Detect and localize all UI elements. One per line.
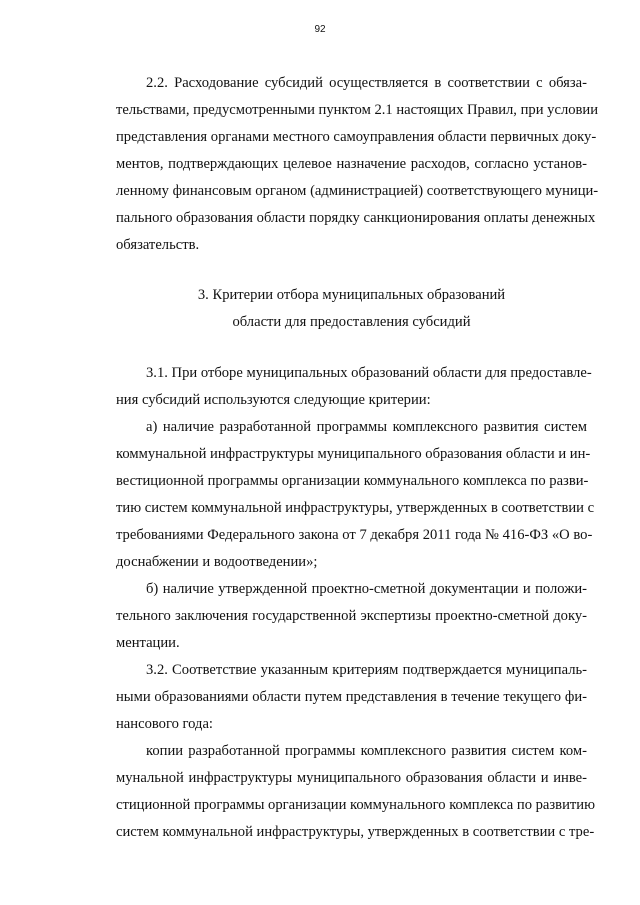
copies-paragraph-line: систем коммунальной инфраструктуры, утвержденных в соответствии с тре- <box>116 824 595 840</box>
section-2-2-line: ленному финансовым органом (администрацией) соответствующего муници- <box>116 183 599 199</box>
section-3-heading-line: области для предоставления субсидий <box>232 314 471 330</box>
criterion-b-line: б) наличие утвержденной проектно-сметной документации и положи- <box>146 581 587 597</box>
criterion-a-line: вестиционной программы организации коммунального комплекса по разви- <box>116 473 589 489</box>
section-2-2-line: пального образования области порядку санкционирования оплаты денежных <box>116 210 596 226</box>
criterion-a-line: требованиями Федерального закона от 7 декабря 2011 года № 416-ФЗ «О во- <box>116 527 593 543</box>
section-3-heading-line: 3. Критерии отбора муниципальных образований <box>197 287 506 303</box>
section-2-2-line: 2.2. Расходование субсидий осуществляется в соответствии с обяза- <box>146 75 587 91</box>
section-3-2-line: 3.2. Соответствие указанным критериям подтверждается муниципаль- <box>146 662 587 678</box>
criterion-a-line: коммунальной инфраструктуры муниципального образования области и ин- <box>116 446 591 462</box>
section-2-2-line: обязательств. <box>116 237 200 253</box>
page-number: 92 <box>314 24 326 35</box>
section-3-2-line: нансового года: <box>116 716 213 732</box>
copies-paragraph-line: стиционной программы организации коммунального комплекса по развитию <box>116 797 595 813</box>
section-2-2-line: тельствами, предусмотренными пунктом 2.1 настоящих Правил, при условии <box>116 102 599 118</box>
criterion-a-line: доснабжении и водоотведении»; <box>116 554 318 570</box>
criterion-a-line: тию систем коммунальной инфраструктуры, утвержденных в соответствии с <box>116 500 595 516</box>
copies-paragraph-line: копии разработанной программы комплексного развития систем ком- <box>146 743 587 759</box>
section-3-2-line: ными образованиями области путем представления в течение текущего фи- <box>116 689 587 705</box>
criterion-b-line: тельного заключения государственной экспертизы проектно-сметной доку- <box>116 608 587 624</box>
criterion-a-line: а) наличие разработанной программы комплексного развития систем <box>146 419 587 435</box>
section-2-2-line: ментов, подтверждающих целевое назначение расходов, согласно установ- <box>116 156 587 172</box>
criterion-b-line: ментации. <box>116 635 180 651</box>
section-3-1-line: ния субсидий используются следующие критерии: <box>116 392 431 408</box>
section-3-1-line: 3.1. При отборе муниципальных образований области для предоставле- <box>146 365 592 381</box>
section-2-2-line: представления органами местного самоуправления области первичных доку- <box>116 129 597 145</box>
copies-paragraph-line: мунальной инфраструктуры муниципального образования области и инве- <box>116 770 587 786</box>
